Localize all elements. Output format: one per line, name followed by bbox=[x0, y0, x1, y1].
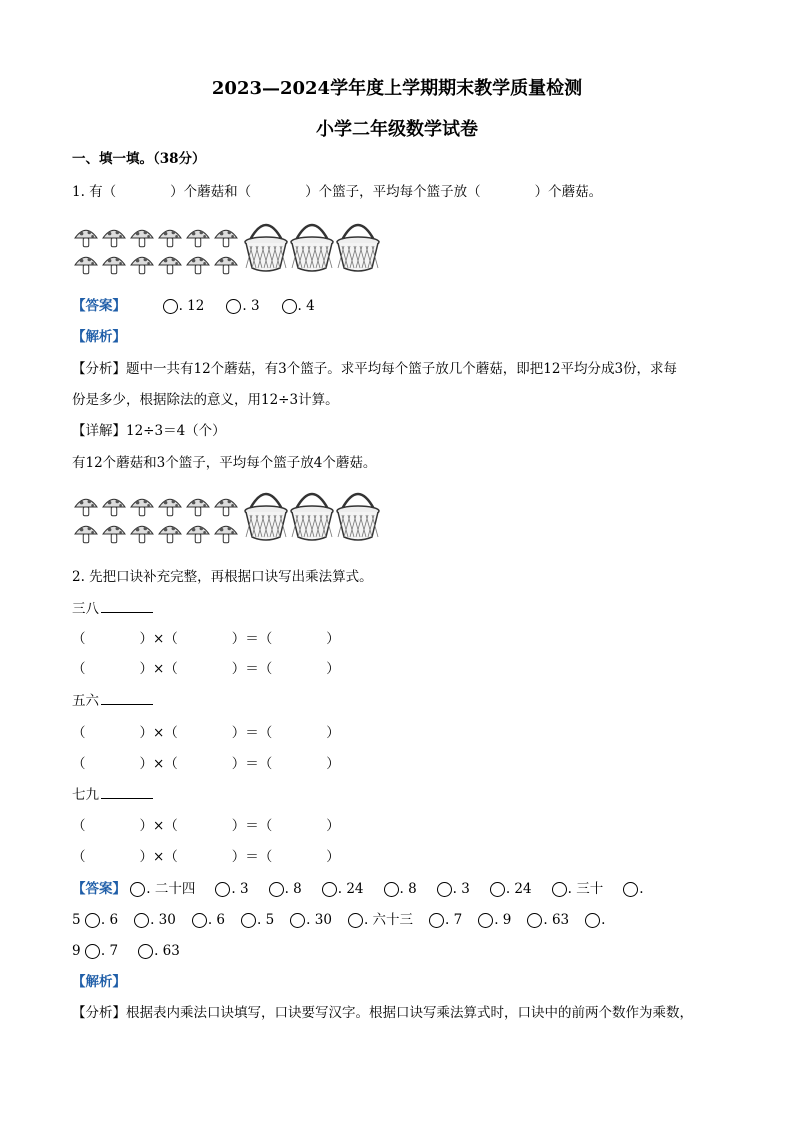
answer-item bbox=[226, 297, 259, 315]
q2-equation: （ ）×（ ）＝（ ） bbox=[72, 631, 340, 647]
answer-number bbox=[226, 299, 241, 314]
basket-icon bbox=[245, 225, 287, 271]
mushroom-icon bbox=[159, 499, 181, 516]
answer-number bbox=[241, 913, 256, 928]
q2-group-label: 五六 bbox=[72, 692, 153, 710]
q2-equation: （ ）×（ ）＝（ ） bbox=[72, 756, 340, 772]
mushroom-group bbox=[75, 230, 237, 273]
answer-item bbox=[241, 911, 274, 929]
page-subtitle: 小学二年级数学试卷 bbox=[316, 119, 478, 140]
answer-item bbox=[85, 911, 118, 929]
mushroom-icon bbox=[131, 499, 153, 516]
answer-value: . 5 bbox=[257, 912, 275, 928]
mushroom-icon bbox=[159, 257, 181, 274]
answer-number bbox=[527, 913, 542, 928]
answer-number bbox=[384, 882, 399, 897]
answer-value: . 24 bbox=[505, 881, 532, 897]
q2-equation: （ ）×（ ）＝（ ） bbox=[72, 661, 340, 677]
mushroom-icon bbox=[103, 257, 125, 274]
answer-value: . 30 bbox=[306, 912, 332, 928]
answer-number bbox=[290, 913, 305, 928]
mushroom-icon bbox=[131, 526, 153, 543]
answer-value: . bbox=[639, 881, 644, 897]
answer-number bbox=[138, 944, 153, 959]
answer-number bbox=[192, 913, 207, 928]
basket-group bbox=[245, 225, 379, 271]
basket-icon bbox=[337, 494, 379, 540]
basket-icon bbox=[337, 225, 379, 271]
mushroom-icon bbox=[131, 257, 153, 274]
answer-value: . 6 bbox=[100, 912, 119, 928]
mushroom-icon bbox=[103, 499, 125, 516]
answer-item bbox=[290, 911, 332, 929]
answer-value: . 3 bbox=[231, 881, 249, 897]
mushroom-icon bbox=[215, 257, 237, 274]
answer-item bbox=[527, 911, 569, 929]
answer-value: . 二十四 bbox=[146, 881, 196, 897]
basket-icon bbox=[291, 494, 333, 540]
mushroom-icon bbox=[159, 230, 181, 247]
basket-group bbox=[245, 494, 379, 540]
answer-number bbox=[478, 913, 493, 928]
answer-item bbox=[322, 880, 364, 898]
mushroom-icon bbox=[187, 230, 209, 247]
answer-value: . 9 bbox=[494, 912, 512, 928]
mushroom-icon bbox=[159, 526, 181, 543]
answer-value: . 6 bbox=[207, 912, 225, 928]
basket-icon bbox=[245, 494, 287, 540]
mushroom-icon bbox=[75, 257, 97, 274]
answer-item bbox=[130, 880, 195, 898]
mushroom-icon bbox=[215, 230, 237, 247]
answer-value: . 24 bbox=[337, 881, 364, 897]
q2-equation: （ ）×（ ）＝（ ） bbox=[72, 818, 340, 834]
q1-analysis-line2: 份是多少，根据除法的意义，用12÷3计算。 bbox=[72, 392, 339, 408]
page-title: 2023—2024学年度上学期期末教学质量检测 bbox=[211, 78, 583, 99]
answer-item bbox=[429, 911, 462, 929]
answer-item bbox=[163, 297, 205, 315]
answer-number bbox=[322, 882, 337, 897]
answer-number bbox=[623, 882, 638, 897]
mushroom-icon bbox=[75, 499, 97, 516]
answer-number bbox=[269, 882, 284, 897]
answer-number bbox=[85, 913, 100, 928]
answer-item bbox=[384, 880, 417, 898]
answer-item bbox=[348, 911, 413, 929]
mushroom-icon bbox=[187, 526, 209, 543]
answer-number bbox=[85, 944, 100, 959]
q2-answer-row-2: 5 . 6 . 30 . 6 . 5 . 30 . 六十三 . 7 . 9 . 63 . bbox=[72, 912, 606, 928]
answer-number bbox=[348, 913, 363, 928]
answer-number bbox=[215, 882, 230, 897]
answer-number bbox=[134, 913, 149, 928]
answer-number bbox=[130, 882, 145, 897]
mushroom-group bbox=[75, 499, 237, 543]
answer-value: . 63 bbox=[154, 943, 180, 959]
q1-detail: 【详解】12÷3＝4（个） bbox=[72, 423, 226, 439]
mushroom-icon bbox=[103, 526, 125, 543]
q2-answer-row-1: 【答案】 . 二十四 . 3 . 8 . 24 . 8 . 3 . 24 . 三十 . bbox=[72, 881, 644, 897]
answer-item bbox=[478, 911, 511, 929]
answer-number bbox=[282, 299, 297, 314]
answer-item bbox=[623, 880, 643, 898]
analysis-tag: 【解析】 bbox=[72, 329, 126, 345]
answer-number bbox=[429, 913, 444, 928]
q2-group-label: 三八 bbox=[72, 600, 153, 618]
mushroom-icon bbox=[215, 526, 237, 543]
answer-tag: 【答案】 bbox=[72, 298, 126, 314]
answer-value: . 7 bbox=[445, 912, 463, 928]
q2-stem: 2. 先把口诀补充完整，再根据口诀写出乘法算式。 bbox=[72, 569, 373, 585]
mushrooms-baskets-image-2 bbox=[72, 487, 392, 547]
answer-value: . 六十三 bbox=[363, 912, 414, 928]
q2-analysis-line1: 【分析】根据表内乘法口诀填写，口诀要写汉字。根据口诀写乘法算式时，口诀中的前两个数作为乘数， bbox=[72, 1005, 693, 1021]
answer-number bbox=[552, 882, 567, 897]
mushroom-icon bbox=[187, 499, 209, 516]
answer-number bbox=[437, 882, 452, 897]
q2-answer-row-3: 9 . 7 . 63 bbox=[72, 943, 180, 959]
fill-blank bbox=[101, 692, 153, 705]
answer-item bbox=[85, 942, 118, 960]
answer-value: . 三十 bbox=[567, 881, 604, 897]
answer-item bbox=[134, 911, 176, 929]
fill-blank bbox=[101, 786, 153, 799]
q1-answer-row bbox=[72, 297, 337, 315]
mushrooms-baskets-image bbox=[72, 218, 392, 278]
answer-item bbox=[552, 880, 604, 898]
answer-value: . 7 bbox=[100, 943, 119, 959]
section-heading: 一、填一填。（38分） bbox=[72, 151, 206, 167]
answer-item bbox=[269, 880, 302, 898]
q1-conclusion: 有12个蘑菇和3个篮子，平均每个篮子放4个蘑菇。 bbox=[72, 455, 377, 471]
mushroom-icon bbox=[103, 230, 125, 247]
answer-item bbox=[585, 911, 605, 929]
answer-item bbox=[437, 880, 470, 898]
q1-analysis-line1: 【分析】题中一共有12个蘑菇，有3个篮子。求平均每个篮子放几个蘑菇，即把12平均分成3份，求每 bbox=[72, 361, 678, 377]
mushroom-icon bbox=[187, 257, 209, 274]
answer-value: . 4 bbox=[297, 298, 315, 314]
q2-group-label: 七九 bbox=[72, 786, 153, 804]
mushroom-icon bbox=[215, 499, 237, 516]
mushroom-icon bbox=[75, 230, 97, 247]
answer-value: . 8 bbox=[284, 881, 302, 897]
answer-item bbox=[138, 942, 180, 960]
fill-blank bbox=[101, 600, 153, 613]
answer-item bbox=[215, 880, 248, 898]
answer-value: . 3 bbox=[242, 298, 260, 314]
answer-value: . 12 bbox=[178, 298, 205, 314]
answer-value: . bbox=[601, 912, 606, 928]
answer-item bbox=[490, 880, 532, 898]
analysis-tag: 【解析】 bbox=[72, 974, 126, 990]
q2-equation: （ ）×（ ）＝（ ） bbox=[72, 725, 340, 741]
answer-value: . 30 bbox=[150, 912, 176, 928]
answer-number bbox=[490, 882, 505, 897]
answer-value: . 3 bbox=[452, 881, 470, 897]
answer-number bbox=[163, 299, 178, 314]
q2-equation: （ ）×（ ）＝（ ） bbox=[72, 849, 340, 865]
answer-number bbox=[585, 913, 600, 928]
mushroom-icon bbox=[131, 230, 153, 247]
q1-stem: 1. 有（ ）个蘑菇和（ ）个篮子，平均每个篮子放（ ）个蘑菇。 bbox=[72, 184, 603, 200]
answer-value: . 8 bbox=[399, 881, 417, 897]
answer-value: . 63 bbox=[543, 912, 570, 928]
basket-icon bbox=[291, 225, 333, 271]
answer-item bbox=[192, 911, 225, 929]
answer-item bbox=[282, 297, 315, 315]
mushroom-icon bbox=[75, 526, 97, 543]
